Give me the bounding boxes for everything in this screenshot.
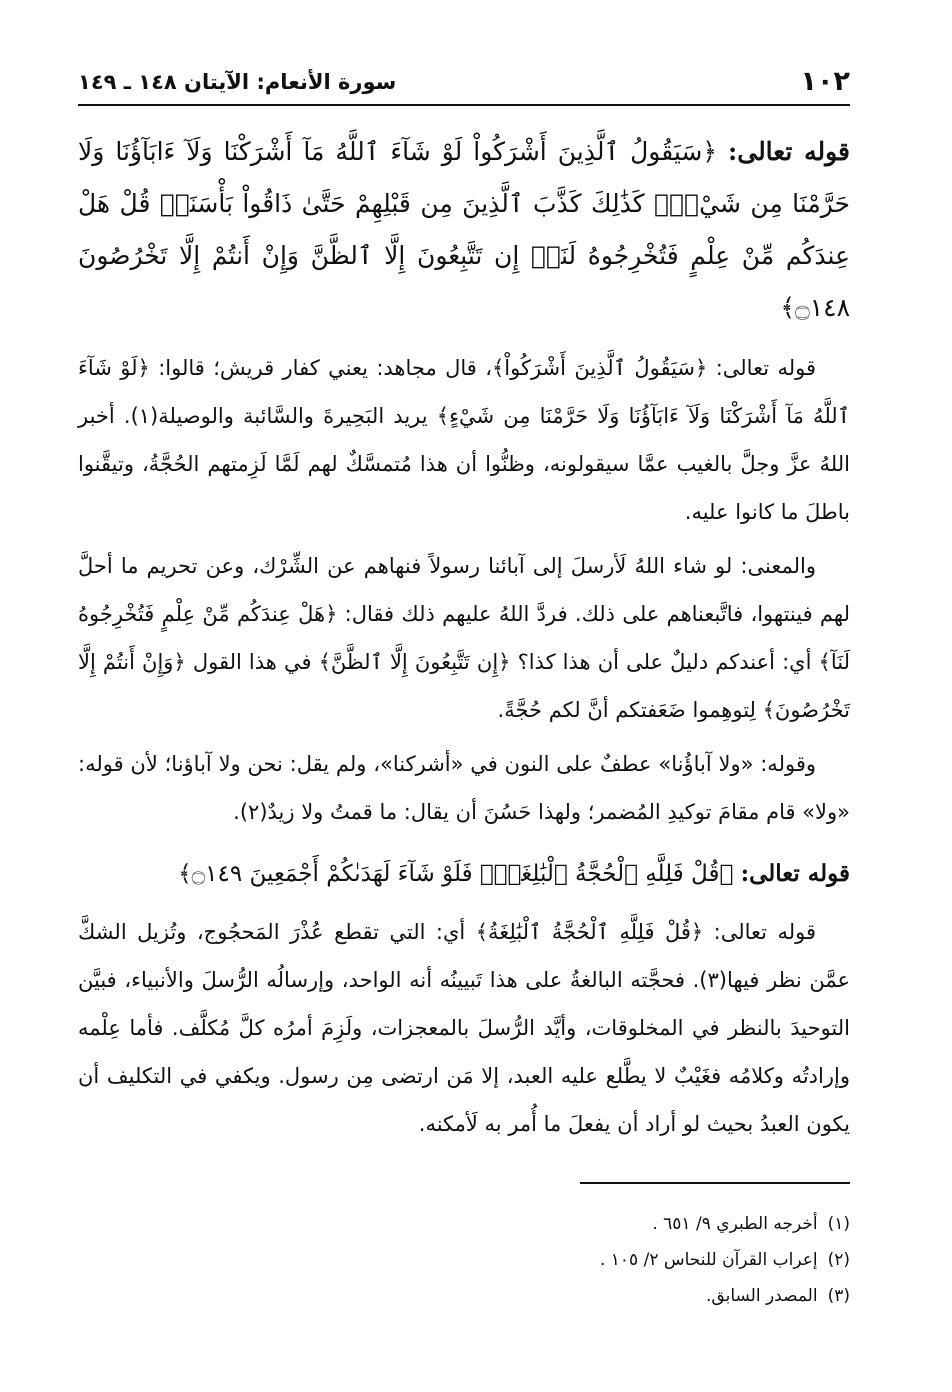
footnotes: [78, 1206, 850, 1314]
footnote-3-text: المصدر السابق.: [706, 1286, 818, 1306]
commentary-paragraph-4: قوله تعالى: ﴿قُلْ فَلِلَّهِ ٱلْحُجَّةُ ٱلْبَٰلِغَةُ﴾ أي: التي تقطع عُذْرَ المَحجُوج، وتُزيل الشكَّ عمَّن نظر فيها(٣). فحجَّته البالغةُ على هذا تَبيينُه أنه الواحد، وإرسالُه الرُّسلَ والأنبياء، فبيَّن التوحيدَ بالنظر في المخلوقات، وأيَّد الرُّسلَ بالمعجزات، ولَزِمَ أمرُه كلَّ مُكلَّف. فأما عِلْمه وإرادتُه وكلامُه فغَيْبٌ لا يطَّلع عليه العبد، إلا مَن ارتضى مِن رسول. ويكفي في التكليف أن يكون العبدُ بحيث لو أراد أن يفعلَ ما أُمر به لَأمكنه.: [78, 920, 850, 1136]
commentary-paragraph-1: قوله تعالى: ﴿سَيَقُولُ ٱلَّذِينَ أَشْرَكُواْ﴾، قال مجاهد: يعني كفار قريش؛ قالوا: ﴿لَوْ شَآءَ ٱللَّهُ مَآ أَشْرَكْنَا وَلَآ ءَابَآؤُنَا وَلَا حَرَّمْنَا مِن شَيْءٍ﴾ يريد البَحِيرةَ والسَّائبة والوصيلة(١). أخبر اللهُ عزَّ وجلَّ بالغيب عمَّا سيقولونه، وظنُّوا أن هذا مُتمسَّكٌ لهم لَمَّا لَزِمتهم الحُجَّةُ، وتيقَّنوا باطلَ ما كانوا عليه.: [78, 356, 850, 524]
footnote-2-text: إعراب القرآن للنحاس ٢/ ١٠٥ .: [599, 1250, 818, 1270]
running-title: سورة الأنعام: الآيتان ١٤٨ ـ ١٤٩: [78, 70, 397, 94]
header-rule: [78, 104, 850, 106]
page-number: ١٠٢: [800, 66, 850, 97]
verse-149-block: [78, 842, 850, 906]
verse-149-text: ﴿قُلْ فَلِلَّهِ ٱلْحُجَّةُ ٱلْبَٰلِغَةُۖ فَلَوْ شَآءَ لَهَدَىٰكُمْ أَجْمَعِينَ ۝١٤٩﴾: [178, 861, 734, 887]
verse-148-block: [78, 126, 850, 334]
page-body: [78, 126, 850, 1154]
footnote-1: [78, 1206, 850, 1242]
footnote-2: [78, 1242, 850, 1278]
footnote-3: [78, 1278, 850, 1314]
footnote-2-number: (٢): [827, 1250, 850, 1270]
footnote-3-number: (٣): [827, 1286, 850, 1306]
commentary-paragraph-2: والمعنى: لو شاء اللهُ لَأرسلَ إلى آبائنا رسولاً فنهاهم عن الشِّرْك، وعن تحريم ما أحلَّ لهم فينتهوا، فاتَّبعناهم على ذلك. فردَّ اللهُ عليهم ذلك فقال: ﴿هَلْ عِندَكُم مِّنْ عِلْمٍ فَتُخْرِجُوهُ لَنَآ﴾ أي: أعندكم دليلٌ على أن هذا كذا؟ ﴿إِن تَتَّبِعُونَ إِلَّا ٱلظَّنَّ﴾ في هذا القول ﴿وَإِنْ أَنتُمْ إِلَّا تَخْرُصُونَ﴾ لِتوهِموا ضَعَفتكم أنَّ لكم حُجَّةً.: [78, 554, 850, 722]
footnote-rule: [580, 1182, 850, 1184]
verse-148-label: قوله تعالى:: [728, 137, 850, 166]
commentary-paragraph-3: وقوله: «ولا آباؤُنا» عطفٌ على النون في «أشركنا»، ولم يقل: نحن ولا آباؤنا؛ لأن قوله: «ولا» قام مقامَ توكيدِ المُضمر؛ ولهذا حَسُنَ أن يقال: ما قمتُ ولا زيدٌ(٢).: [78, 752, 850, 824]
footnote-1-text: أخرجه الطبري ٩/ ٦٥١ .: [652, 1214, 818, 1234]
footnote-1-number: (١): [827, 1214, 850, 1234]
verse-149-label: قوله تعالى:: [740, 860, 850, 887]
running-header: [78, 58, 850, 102]
verse-148-text: ﴿سَيَقُولُ ٱلَّذِينَ أَشْرَكُواْ لَوْ شَآءَ ٱللَّهُ مَآ أَشْرَكْنَا وَلَآ ءَابَآؤُنَا وَلَا حَرَّمْنَا مِن شَيْءٍۚ كَذَٰلِكَ كَذَّبَ ٱلَّذِينَ مِن قَبْلِهِمْ حَتَّىٰ ذَاقُواْ بَأْسَنَاۗ قُلْ هَلْ عِندَكُم مِّنْ عِلْمٍ فَتُخْرِجُوهُ لَنَآۖ إِن تَتَّبِعُونَ إِلَّا ٱلظَّنَّ وَإِنْ أَنتُمْ إِلَّا تَخْرُصُونَ ۝١٤٨﴾: [78, 137, 850, 322]
